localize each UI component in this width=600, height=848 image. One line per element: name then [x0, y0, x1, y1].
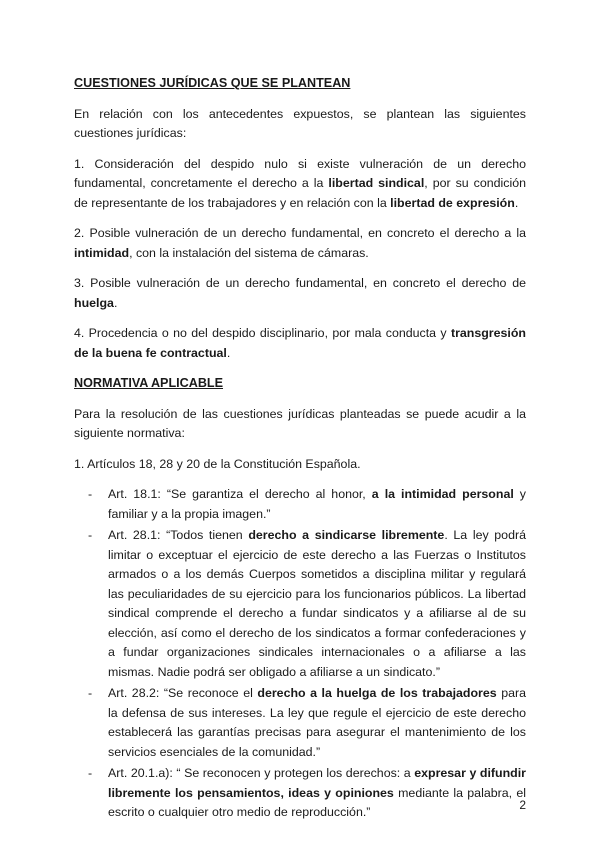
question-1 — [74, 155, 526, 214]
text: 1. Consideración del despido nulo si existe vulneración de un derecho fundamental, concretamente el derecho a la — [74, 156, 526, 190]
text: . La ley podrá limitar o exceptuar el ejercicio de este derecho a las Fuerzas o Institutos armados o a los demás Cuerpos sometidos a disciplina militar y regulará las peculiaridades de su ejercicio para los funcionarios públicos. La libertad sindical comprende el derecho a fundar sindicatos y a afiliarse al de su elección, así como el derecho de los sindicatos a formar confederaciones y a fundar organizaciones sindicales internacionales o a afiliarse a las mismas. Nadie podrá ser obligado a afiliarse a un sindicato.” — [108, 528, 526, 679]
text: . — [226, 345, 231, 360]
dash-bullet: - — [88, 686, 93, 700]
bold-term: expresar y difundir libremente los pensamientos, ideas y opiniones — [108, 766, 526, 800]
section-heading-normativa: NORMATIVA APLICABLE — [74, 376, 224, 390]
text: Art. 18.1: “Se garantiza el derecho al honor, — [108, 487, 372, 501]
text: mediante la palabra, el escrito o cualquier otro medio de reproducción.” — [108, 785, 526, 819]
bold-term: intimidad — [74, 245, 130, 260]
bold-term: huelga — [74, 295, 114, 310]
text: . — [113, 295, 118, 310]
dash-bullet: - — [88, 766, 93, 780]
bold-term: transgresión de la buena fe contractual — [74, 326, 526, 360]
document-page — [74, 74, 526, 825]
question-2 — [74, 224, 526, 263]
question-3 — [74, 274, 526, 313]
text: Art. 28.1: “Todos tienen — [108, 528, 249, 542]
list-item-art-28-2 — [74, 684, 526, 762]
dash-bullet: - — [88, 528, 93, 542]
list-item-art-20-1-a — [74, 764, 526, 823]
bold-term: a la intimidad personal — [371, 487, 514, 501]
text: , por su condición de representante de los trabajadores y en relación con la — [74, 176, 526, 210]
text: . — [514, 195, 519, 210]
text: Art. 20.1.a): “ Se reconocen y protegen los derechos: a — [108, 766, 415, 780]
normativa-intro: Para la resolución de las cuestiones jurídicas planteadas se puede acudir a la siguiente normativa: — [74, 406, 526, 440]
bold-term: libertad sindical — [328, 176, 425, 190]
articles-list — [74, 485, 526, 823]
normativa-item-1: 1. Artículos 18, 28 y 20 de la Constitución Española. — [74, 456, 361, 471]
dash-bullet: - — [88, 487, 93, 501]
question-4 — [74, 324, 526, 363]
text: para la defensa de sus intereses. La ley que regule el ejercicio de este derecho establecerá las garantías precisas para asegurar el mantenimiento de los servicios esenciales de la comunidad.” — [108, 686, 527, 759]
text: , con la instalación del sistema de cámaras. — [129, 245, 369, 260]
text: Art. 28.2: “Se reconoce el — [108, 686, 258, 700]
bold-term: derecho a sindicarse libremente — [248, 528, 445, 542]
text: 3. Posible vulneración de un derecho fundamental, en concreto el derecho de — [74, 276, 526, 290]
text: y familiar y a la propia imagen.” — [108, 487, 526, 521]
intro-paragraph: En relación con los antecedentes expuestos, se plantean las siguientes cuestiones jurídicas: — [74, 106, 526, 140]
section-heading-cuestiones: CUESTIONES JURÍDICAS QUE SE PLANTEAN — [74, 76, 351, 90]
bold-term: libertad de expresión — [390, 195, 515, 210]
list-item-art-28-1 — [74, 526, 526, 682]
text: 2. Posible vulneración de un derecho fundamental, en concreto el derecho a la — [74, 226, 526, 240]
list-item-art-18-1 — [74, 485, 526, 524]
text: 4. Procedencia o no del despido disciplinario, por mala conducta y — [74, 326, 451, 340]
bold-term: derecho a la huelga de los trabajadores — [257, 686, 497, 700]
page-number: 2 — [519, 798, 526, 812]
